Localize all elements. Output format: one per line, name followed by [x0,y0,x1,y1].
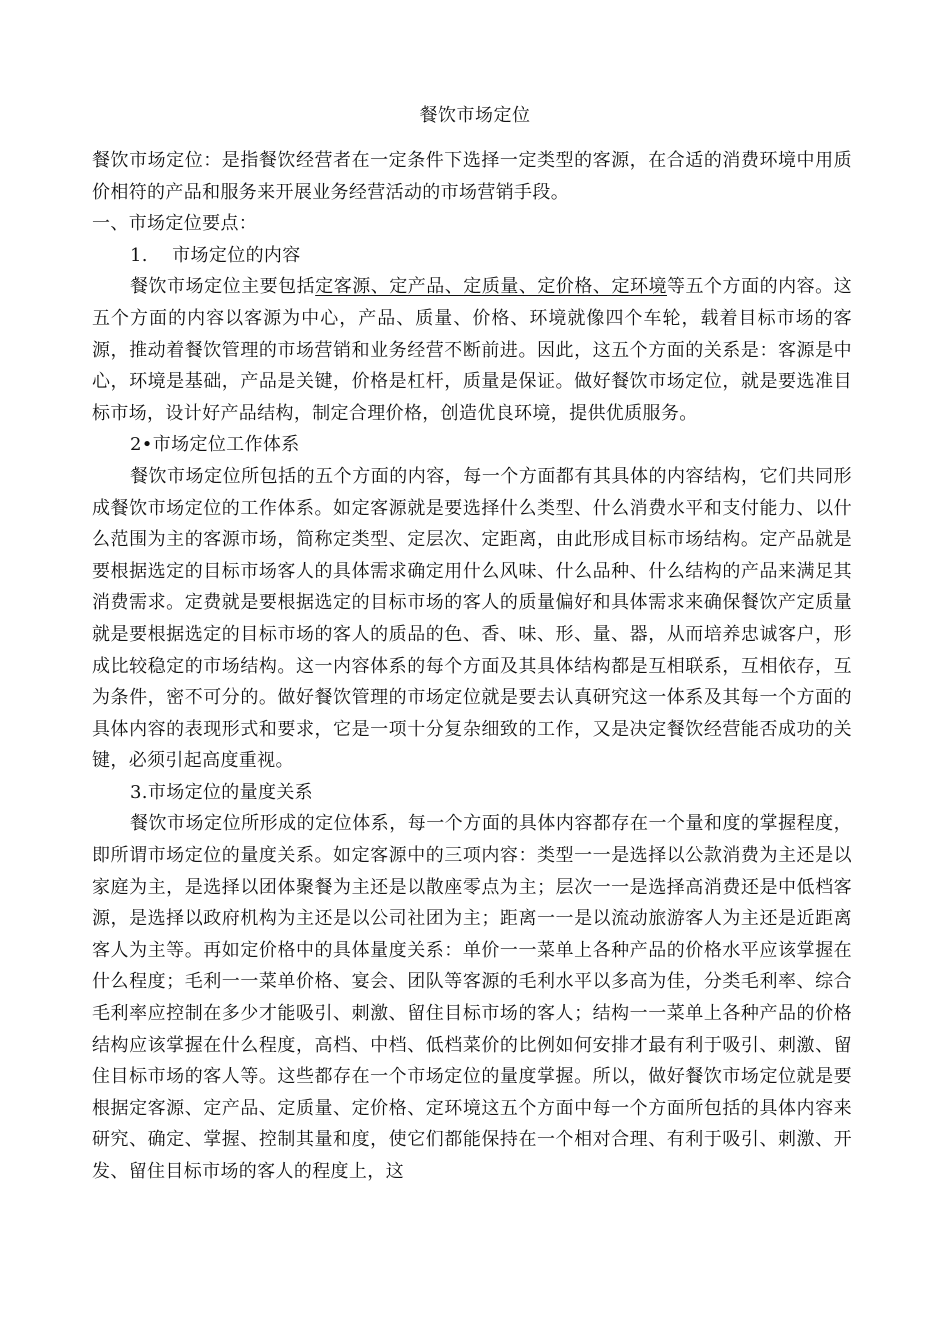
section-paragraph: 餐饮市场定位所包括的五个方面的内容，每一个方面都有其具体的内容结构，它们共同形成餐饮市场定位的工作体系。如定客源就是要选择什么类型、什么消费水平和支付能力、以什么范围为主的客源市场，简称定类型、定层次、定距离，由此形成目标市场结构。定产品就是要根据选定的目标市场客人的具体需求确定用什么风味、什么品种、什么结构的产品来满足其消费需求。定费就是要根据选定的目标市场的客人的质量偏好和具体需求来确保餐饮产定质量就是要根据选定的目标市场的客人的质品的色、香、味、形、量、器，从而培养忠诚客户，形成比较稳定的市场结构。这一内容体系的每个方面及其具体结构都是互相联系，互相依存，互为条件，密不可分的。做好餐饮管理的市场定位就是要去认真研究这一体系及其每一个方面的具体内容的表现形式和要求，它是一项十分复杂细致的工作，又是决定餐饮经营能否成功的关键，必须引起高度重视。 [92,465,852,772]
paragraph-text: 餐饮市场定位主要包括 [130,276,316,298]
section-number: 1. [130,244,148,266]
section-paragraph: 餐饮市场定位所形成的定位体系，每一个方面的具体内容都存在一个量和度的掌握程度，即所谓市场定位的量度关系。如定客源中的三项内容：类型一一是选择以公款消费为主还是以家庭为主，是选择以团体聚餐为主还是以散座零点为主；层次一一是选择高消费还是中低档客源，是选择以政府机构为主还是以公司社团为主；距离一一是以流动旅游客人为主还是近距离客人为主等。再如定价格中的具体量度关系：单价一一菜单上各种产品的价格水平应该掌握在什么程度；毛利一一菜单价格、宴会、团队等客源的毛利水平以多高为佳，分类毛利率、综合毛利率应控制在多少才能吸引、刺激、留住目标市场的客人；结构一一菜单上各种产品的价格结构应该掌握在什么程度，高档、中档、低档菜价的比例如何安排才最有利于吸引、刺激、留住目标市场的客人等。这些都存在一个市场定位的量度掌握。所以，做好餐饮市场定位就是要根据定客源、定产品、定质量、定价格、定环境这五个方面中每一个方面所包括的具体内容来研究、确定、掌握、控制其量和度，使它们都能保持在一个相对合理、有利于吸引、刺激、开发、留住目标市场的客人的程度上，这 [92,813,852,1182]
section-paragraph [92,271,852,429]
section-heading: 2•市场定位工作体系 [130,434,300,456]
intro-paragraph: 餐饮市场定位：是指餐饮经营者在一定条件下选择一定类型的客源，在合适的消费环境中用质价相符的产品和服务来开展业务经营活动的市场营销手段。 [92,150,852,203]
section-heading-text: 市场定位的内容 [172,244,301,266]
section-heading [92,240,852,272]
page-title: 餐饮市场定位 [419,105,531,126]
section-heading: 3.市场定位的量度关系 [130,781,314,803]
document-body [92,145,852,1188]
paragraph-text: 等五个方面的内容。这五个方面的内容以客源为中心，产品、质量、价格、环境就像四个车轮，载着目标市场的客源，推动着餐饮管理的市场营销和业务经营不断前进。因此，这五个方面的关系是：客源是中心，环境是基础，产品是关键，价格是杠杆，质量是保证。做好餐饮市场定位，就是要选准目标市场，设计好产品结构，制定合理价格，创造优良环境，提供优质服务。 [92,276,853,424]
underlined-text: 定客源、定产品、定质量、定价格、定环境 [315,276,667,298]
part-heading: 一、市场定位要点： [92,213,258,235]
